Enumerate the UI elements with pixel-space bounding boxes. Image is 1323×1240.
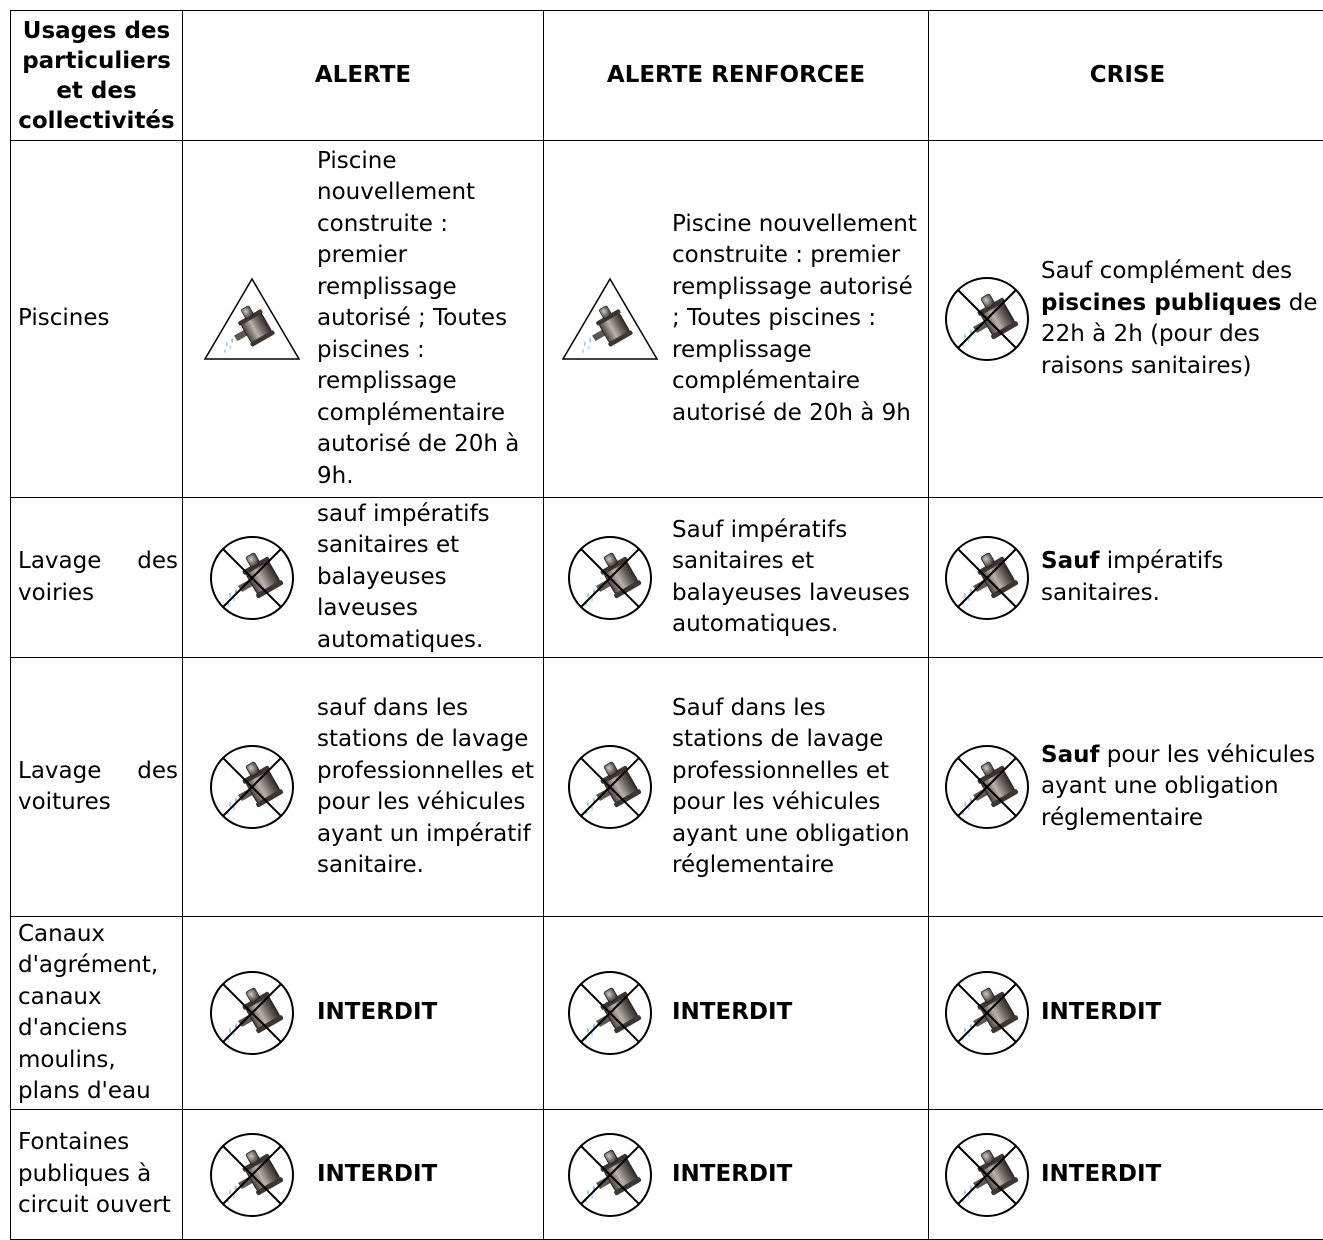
prohibited-tap-icon: [933, 534, 1041, 622]
table-row: [11, 141, 1323, 498]
prohibited-tap-icon: [933, 743, 1041, 831]
cell-text: Sauf pour les véhicules ayant une obligation réglementaire: [1041, 740, 1322, 835]
interdit-label: INTERDIT: [672, 997, 924, 1029]
prohibited-tap-icon: [548, 743, 672, 831]
cell-text: sauf impératifs sanitaires et balayeuses laveuses automatiques.: [317, 499, 539, 657]
restriction-table-document: [10, 10, 1323, 1239]
prohibited-tap-icon: [187, 969, 317, 1057]
row-label: Canaux d'agrément, canaux d'anciens moulins, plans d'eau: [11, 917, 183, 1110]
header-alerte-renforcee: ALERTE RENFORCEE: [544, 11, 929, 141]
cell-text: Sauf impératifs sanitaires et balayeuses laveuses automatiques.: [672, 515, 924, 641]
header-usages: Usages des particuliers et des collectivités: [11, 11, 183, 141]
cell-alerte: [183, 658, 544, 917]
cell-alerte-renforcee: [544, 658, 929, 917]
table-row: [11, 498, 1323, 658]
prohibited-tap-icon: [933, 969, 1041, 1057]
cell-text: Piscine nouvellement construite : premier remplissage autorisé ; Toutes piscines : remplissage complémentaire autorisé de 20h à 9h: [672, 209, 924, 430]
prohibited-tap-icon: [548, 969, 672, 1057]
cell-text: Sauf impératifs sanitaires.: [1041, 546, 1322, 609]
prohibited-tap-icon: [933, 275, 1041, 363]
cell-alerte: [183, 917, 544, 1110]
cell-alerte: [183, 498, 544, 658]
cell-crise: [929, 141, 1323, 498]
cell-crise: [929, 498, 1323, 658]
table-row: [11, 658, 1323, 917]
cell-alerte: [183, 1110, 544, 1240]
cell-text: Sauf dans les stations de lavage professionnelles et pour les véhicules ayant une obligation réglementaire: [672, 693, 924, 882]
prohibited-tap-icon: [548, 1131, 672, 1219]
interdit-label: INTERDIT: [1041, 997, 1322, 1029]
row-label: Lavage des voitures: [11, 658, 183, 917]
prohibited-tap-icon: [187, 534, 317, 622]
interdit-label: INTERDIT: [1041, 1159, 1322, 1191]
cell-alerte-renforcee: [544, 141, 929, 498]
interdit-label: INTERDIT: [317, 997, 539, 1029]
cell-text: sauf dans les stations de lavage professionnelles et pour les véhicules ayant un impératif sanitaire.: [317, 693, 539, 882]
interdit-label: INTERDIT: [317, 1159, 539, 1191]
cell-text: Sauf complément des piscines publiques de 22h à 2h (pour des raisons sanitaires): [1041, 256, 1322, 382]
cell-alerte: [183, 141, 544, 498]
row-label: Piscines: [11, 141, 183, 498]
prohibited-tap-icon: [933, 1131, 1041, 1219]
cell-text: Piscine nouvellement construite : premier remplissage autorisé ; Toutes piscines : remplissage complémentaire autorisé de 20h à 9h.: [317, 146, 539, 493]
row-label: Fontaines publiques à circuit ouvert: [11, 1110, 183, 1240]
prohibited-tap-icon: [548, 534, 672, 622]
header-alerte: ALERTE: [183, 11, 544, 141]
warning-triangle-tap-icon: [548, 276, 672, 362]
cell-crise: [929, 917, 1323, 1110]
row-label: Lavage des voiries: [11, 498, 183, 658]
table-row: [11, 1110, 1323, 1240]
table-row: [11, 917, 1323, 1110]
cell-crise: [929, 658, 1323, 917]
cell-alerte-renforcee: [544, 917, 929, 1110]
prohibited-tap-icon: [187, 1131, 317, 1219]
interdit-label: INTERDIT: [672, 1159, 924, 1191]
water-restriction-table: [10, 10, 1323, 1240]
warning-triangle-tap-icon: [187, 276, 317, 362]
cell-alerte-renforcee: [544, 1110, 929, 1240]
cell-crise: [929, 1110, 1323, 1240]
cell-alerte-renforcee: [544, 498, 929, 658]
header-row: [11, 11, 1323, 141]
prohibited-tap-icon: [187, 743, 317, 831]
header-crise: CRISE: [929, 11, 1323, 141]
